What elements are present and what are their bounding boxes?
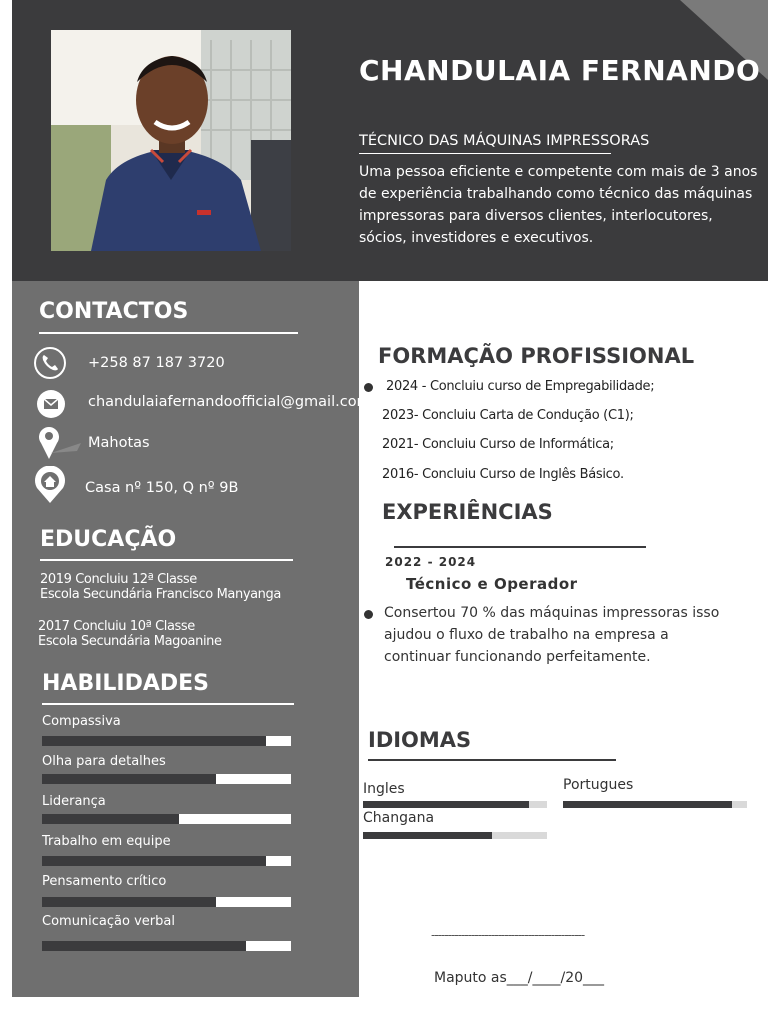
contact-address: Casa nº 150, Q nº 9B bbox=[85, 480, 239, 496]
skill-bar bbox=[42, 856, 291, 866]
skill-label: Compassiva bbox=[42, 714, 121, 729]
skill-bar-fill bbox=[42, 814, 179, 824]
signature-line: ---------------------------------------------- bbox=[431, 928, 585, 942]
languages-title: IDIOMAS bbox=[368, 728, 472, 752]
language-bar-fill bbox=[363, 801, 529, 808]
mail-icon bbox=[36, 389, 66, 423]
experience-underline bbox=[394, 546, 646, 548]
experience-period: 2022 - 2024 bbox=[385, 555, 477, 569]
contact-phone: +258 87 187 3720 bbox=[88, 355, 225, 371]
skills-title: HABILIDADES bbox=[42, 671, 210, 696]
contact-email[interactable]: chandulaiafernandoofficial@gmail.com bbox=[88, 394, 371, 410]
experience-description: Consertou 70 % das máquinas impressoras isso ajudou o fluxo de trabalho na empresa a continuar funcionando perfeitamente. bbox=[384, 605, 720, 665]
education-underline bbox=[40, 559, 293, 561]
language-label: Ingles bbox=[363, 781, 405, 797]
education-title: EDUCAÇÃO bbox=[40, 527, 177, 552]
skill-bar-fill bbox=[42, 856, 266, 866]
experience-title: EXPERIÊNCIAS bbox=[382, 500, 553, 524]
language-bar bbox=[563, 801, 747, 808]
skill-bar bbox=[42, 941, 291, 951]
education-year-course: 2019 Concluiu 12ª Classe bbox=[40, 572, 197, 587]
languages-underline bbox=[368, 759, 616, 761]
bullet-dot bbox=[364, 383, 373, 392]
experience-role: Técnico e Operador bbox=[406, 575, 578, 593]
phone-icon bbox=[33, 346, 67, 384]
location-pin-icon bbox=[37, 425, 83, 465]
skill-bar-fill bbox=[42, 774, 216, 784]
skill-label: Trabalho em equipe bbox=[42, 834, 171, 849]
education-item bbox=[38, 619, 222, 649]
place-date: Maputo as___/____/20___ bbox=[434, 970, 605, 986]
training-item: 2023- Concluiu Carta de Condução (C1); bbox=[382, 408, 634, 423]
skill-label: Liderança bbox=[42, 794, 106, 809]
language-bar bbox=[363, 832, 547, 839]
skills-underline bbox=[42, 703, 294, 705]
skill-label: Olha para detalhes bbox=[42, 754, 166, 769]
language-bar bbox=[363, 801, 547, 808]
full-name: CHANDULAIA FERNANDO bbox=[359, 54, 761, 87]
contacts-title: CONTACTOS bbox=[39, 299, 189, 324]
training-title: FORMAÇÃO PROFISSIONAL bbox=[378, 344, 695, 368]
training-item: 2016- Concluiu Curso de Inglês Básico. bbox=[382, 467, 624, 482]
job-title: TÉCNICO DAS MÁQUINAS IMPRESSORAS bbox=[359, 133, 650, 149]
language-label: Changana bbox=[363, 810, 435, 826]
bullet-dot bbox=[364, 610, 373, 619]
skill-bar bbox=[42, 814, 291, 824]
training-item: 2021- Concluiu Curso de Informática; bbox=[382, 437, 614, 452]
language-bar-fill bbox=[563, 801, 732, 808]
profile-summary: Uma pessoa eficiente e competente com mais de 3 anos de experiência trabalhando como técnico das máquinas impressoras para diversos clientes, interlocutores, sócios, investidores e executivos. bbox=[359, 164, 758, 246]
skill-bar-fill bbox=[42, 736, 266, 746]
education-year-course: 2017 Concluiu 10ª Classe bbox=[38, 619, 195, 634]
education-school: Escola Secundária Francisco Manyanga bbox=[40, 587, 281, 602]
skill-label: Pensamento crítico bbox=[42, 874, 167, 889]
skill-bar bbox=[42, 736, 291, 746]
skill-label: Comunicação verbal bbox=[42, 914, 175, 929]
contact-location: Mahotas bbox=[88, 435, 150, 451]
skill-bar bbox=[42, 774, 291, 784]
education-school: Escola Secundária Magoanine bbox=[38, 634, 222, 649]
job-title-underline bbox=[359, 153, 611, 154]
language-label: Portugues bbox=[563, 777, 634, 793]
skill-bar bbox=[42, 897, 291, 907]
skill-bar-fill bbox=[42, 897, 216, 907]
contacts-underline bbox=[39, 332, 298, 334]
language-bar-fill bbox=[363, 832, 492, 839]
home-pin-icon bbox=[33, 466, 67, 508]
education-item bbox=[40, 572, 281, 602]
profile-photo bbox=[51, 30, 291, 251]
training-item: 2024 - Concluiu curso de Empregabilidade; bbox=[386, 379, 655, 394]
skill-bar-fill bbox=[42, 941, 246, 951]
